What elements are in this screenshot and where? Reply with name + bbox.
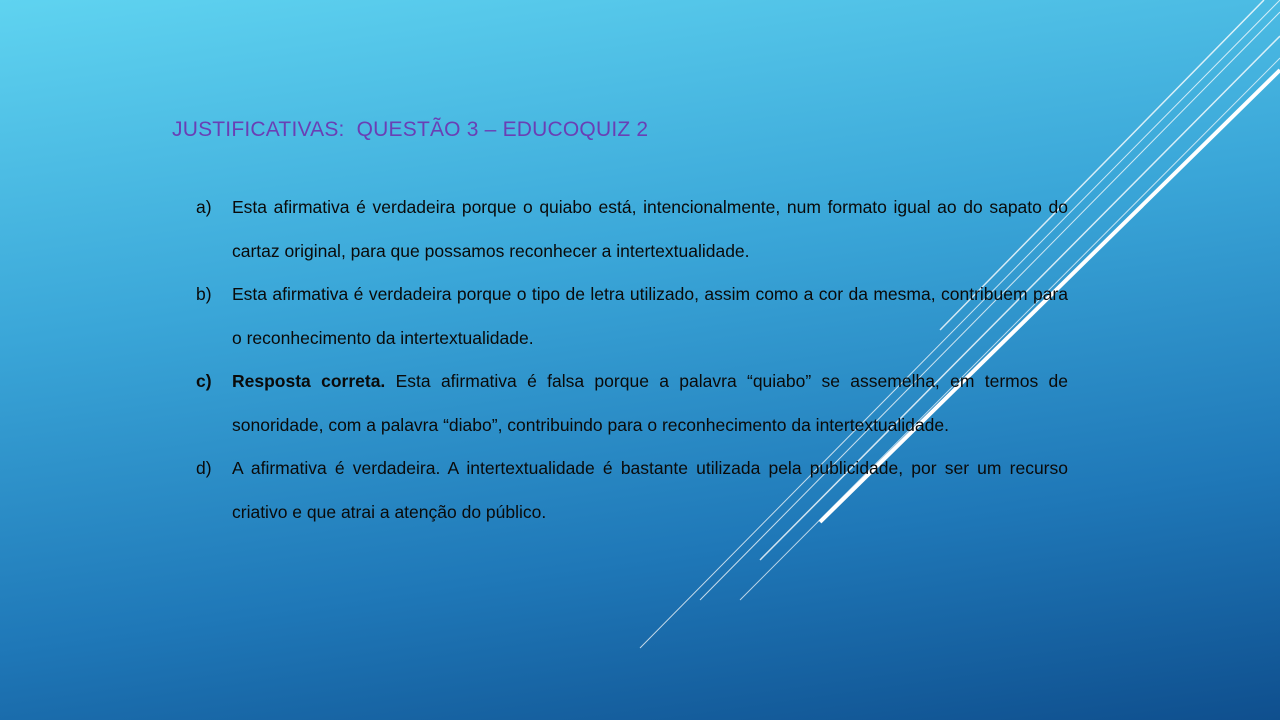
answer-text-d [232, 447, 1068, 534]
answer-text-c [232, 360, 1068, 447]
answer-item-b [196, 273, 1068, 360]
answer-list [196, 186, 1068, 534]
answer-body-d: A afirmativa é verdadeira. A intertextualidade é bastante utilizada pela publicidade, por ser um recurso criativo e que atrai a atenção do público. [232, 458, 1068, 522]
answer-item-a [196, 186, 1068, 273]
answer-body-c: Esta afirmativa é falsa porque a palavra “quiabo” se assemelha, em termos de sonoridade, com a palavra “diabo”, contribuindo para o reconhecimento da intertextualidade. [232, 371, 1068, 435]
answer-item-d [196, 447, 1068, 534]
slide-title: JUSTIFICATIVAS: QUESTÃO 3 – EDUCOQUIZ 2 [172, 118, 649, 141]
answer-label-d: d) [196, 458, 212, 478]
answer-label-b: b) [196, 284, 212, 304]
answer-item-c [196, 360, 1068, 447]
correct-answer-lead: Resposta correta. [232, 371, 386, 391]
answer-text-b [232, 273, 1068, 360]
answer-body-a: Esta afirmativa é verdadeira porque o quiabo está, intencionalmente, num formato igual ao do sapato do cartaz original, para que possamos reconhecer a intertextualidade. [232, 197, 1068, 261]
answer-label-c: c) [196, 371, 212, 391]
answer-label-a: a) [196, 197, 212, 217]
answer-body-b: Esta afirmativa é verdadeira porque o tipo de letra utilizado, assim como a cor da mesma, contribuem para o reconhecimento da intertextualidade. [232, 284, 1068, 348]
answer-text-a [232, 186, 1068, 273]
